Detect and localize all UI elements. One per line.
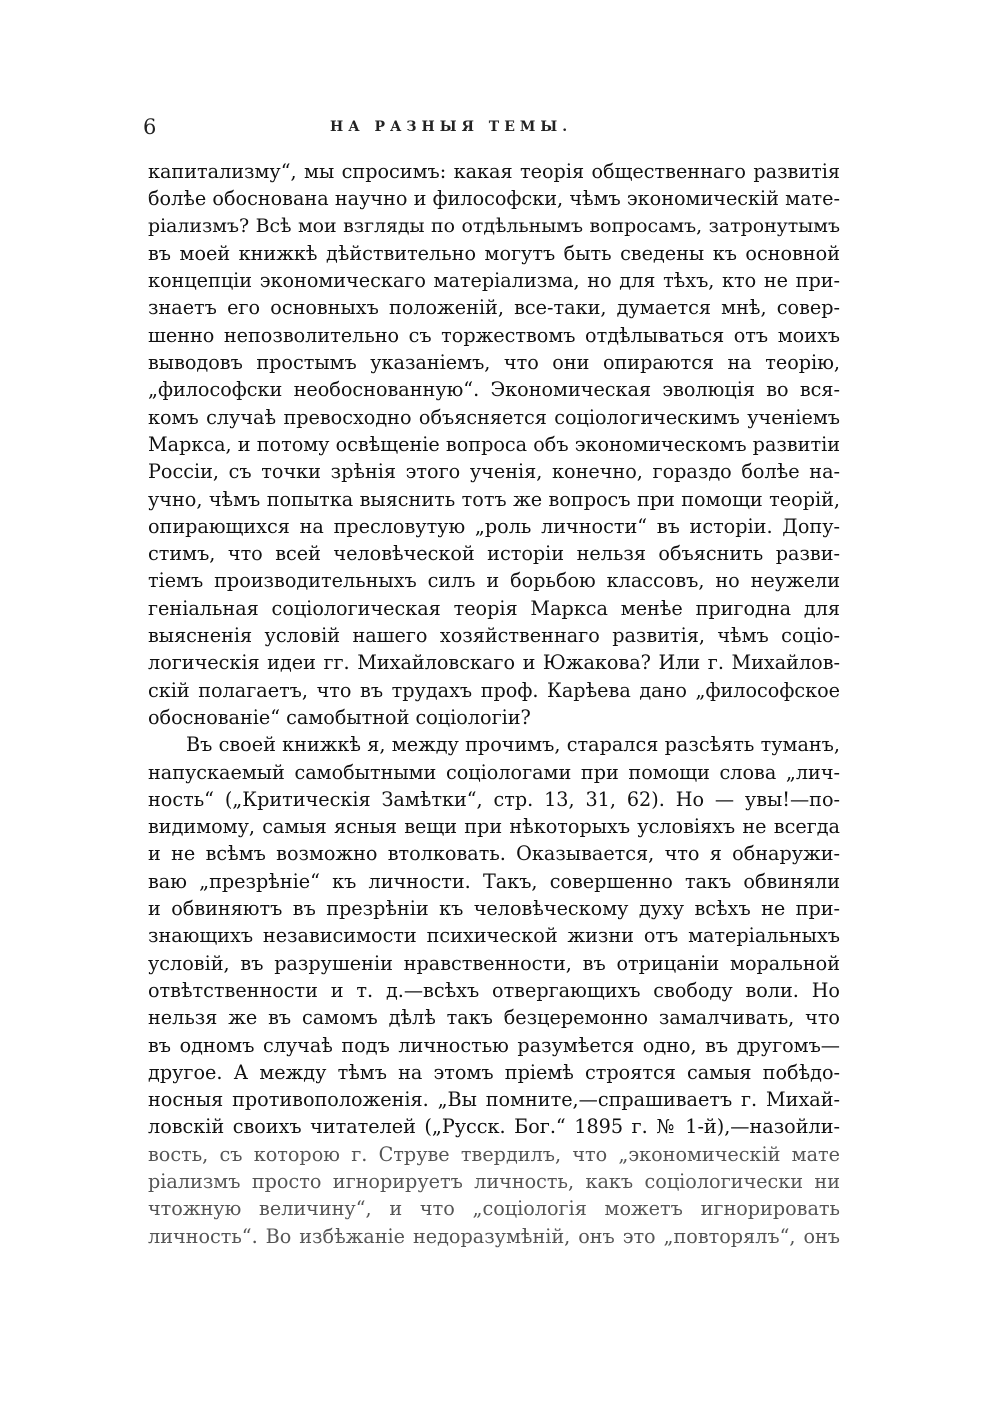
- text-line: стимъ, что всей человѣческой исторіи нельзя объяснить разви-: [148, 542, 840, 566]
- text-line: условій, въ разрушеніи нравственности, въ отрицаніи моральной: [148, 951, 840, 975]
- running-title: НА РАЗНЫЯ ТЕМЫ.: [330, 119, 573, 135]
- text-line: обоснованіе“ самобытной соціологіи?: [148, 705, 531, 729]
- text-line: концепціи экономическаго матеріализма, но для тѣхъ, кто не при-: [148, 269, 840, 293]
- text-line: геніальная соціологическая теорія Маркса менѣе пригодна для: [148, 596, 840, 620]
- text-line: Россіи, съ точки зрѣнія этого ученія, конечно, гораздо болѣе на-: [148, 460, 840, 484]
- text-line: ность“ („Критическія Замѣтки“, стр. 13, 31, 62). Но — увы!—по-: [148, 787, 840, 811]
- text-line: отвѣтственности и т. д.—всѣхъ отвергающихъ свободу воли. Но: [148, 978, 840, 1002]
- text-line: нельзя же въ самомъ дѣлѣ такъ безцеремонно замалчивать, что: [148, 1006, 840, 1030]
- text-line: знающихъ независимости психической жизни отъ матеріальныхъ: [148, 924, 840, 948]
- text-line: капитализму“, мы спросимъ: какая теорія общественнаго развитія: [148, 160, 840, 183]
- text-line: въ моей книжкѣ дѣйствительно могутъ быть сведены къ основной: [148, 241, 840, 265]
- text-line: Маркса, и потому освѣщеніе вопроса объ экономическомъ развитіи: [148, 432, 840, 456]
- text-line: Въ своей книжкѣ я, между прочимъ, старался разсѣять туманъ,: [186, 733, 840, 757]
- text-line: тіемъ производительныхъ силъ и борьбою классовъ, но неужели: [148, 569, 840, 593]
- text-line: въ одномъ случаѣ подъ личностью разумѣется одно, въ другомъ—: [148, 1033, 840, 1057]
- text-line: ріализмъ просто игнорируетъ личность, какъ соціологически ни: [148, 1169, 840, 1193]
- text-line: выясненія условій нашего хозяйственнаго развитія, чѣмъ соціо-: [148, 624, 840, 648]
- text-line: носныя противоположенія. „Вы помните,—спрашиваетъ г. Михай-: [148, 1088, 840, 1112]
- text-line: „философски необоснованную“. Экономическая эволюція во вся-: [148, 378, 840, 402]
- text-line: комъ случаѣ превосходно объясняется соціологическимъ ученіемъ: [148, 405, 840, 429]
- text-line: личность“. Во избѣжаніе недоразумѣній, онъ это „повторялъ“, онъ: [148, 1224, 840, 1248]
- text-line: вость, съ которою г. Струве твердилъ, что „экономическій мате: [148, 1142, 840, 1166]
- text-line: шенно непозволительно съ торжествомъ отдѣлываться отъ моихъ: [148, 323, 840, 347]
- text-line: логическія идеи гг. Михайловскаго и Южакова? Или г. Михайлов-: [148, 651, 840, 675]
- text-line: видимому, самыя ясныя вещи при нѣкоторыхъ условіяхъ не всегда: [148, 815, 840, 839]
- text-line: чтожную величину“, и что „соціологія можетъ игнорировать: [148, 1197, 840, 1221]
- body-text: [148, 158, 840, 1250]
- paragraph: [148, 731, 840, 1250]
- paragraph: [148, 158, 840, 731]
- text-line: выводовъ простымъ указаніемъ, что они опираются на теорію,: [148, 351, 840, 375]
- text-line: другое. А между тѣмъ на этомъ пріемѣ строятся самыя побѣдо-: [148, 1060, 840, 1084]
- text-line: ваю „презрѣніе“ къ личности. Такъ, совершенно такъ обвиняли: [148, 869, 840, 893]
- text-line: знаетъ его основныхъ положеній, все-таки, думается мнѣ, совер-: [148, 296, 840, 320]
- text-line: болѣе обоснована научно и философски, чѣмъ экономическій мате-: [148, 187, 840, 211]
- text-line: учно, чѣмъ попытка выяснить тотъ же вопросъ при помощи теорій,: [148, 487, 840, 511]
- text-line: скій полагаетъ, что въ трудахъ проф. Карѣева дано „философское: [148, 678, 840, 702]
- text-line: и не всѣмъ возможно втолковать. Оказывается, что я обнаружи-: [148, 842, 840, 866]
- text-line: ловскій своихъ читателей („Русск. Бог.“ 1895 г. № 1-й),—назойли-: [148, 1115, 840, 1139]
- text-line: ріализмъ? Всѣ мои взгляды по отдѣльнымъ вопросамъ, затронутымъ: [148, 214, 840, 237]
- text-line: опирающихся на пресловутую „роль личности“ въ исторіи. Допу-: [148, 514, 840, 538]
- text-line: и обвиняютъ въ презрѣніи къ человѣческому духу всѣхъ не при-: [148, 897, 840, 921]
- page-number: 6: [143, 115, 157, 139]
- text-line: напускаемый самобытными соціологами при помощи слова „лич-: [148, 760, 840, 784]
